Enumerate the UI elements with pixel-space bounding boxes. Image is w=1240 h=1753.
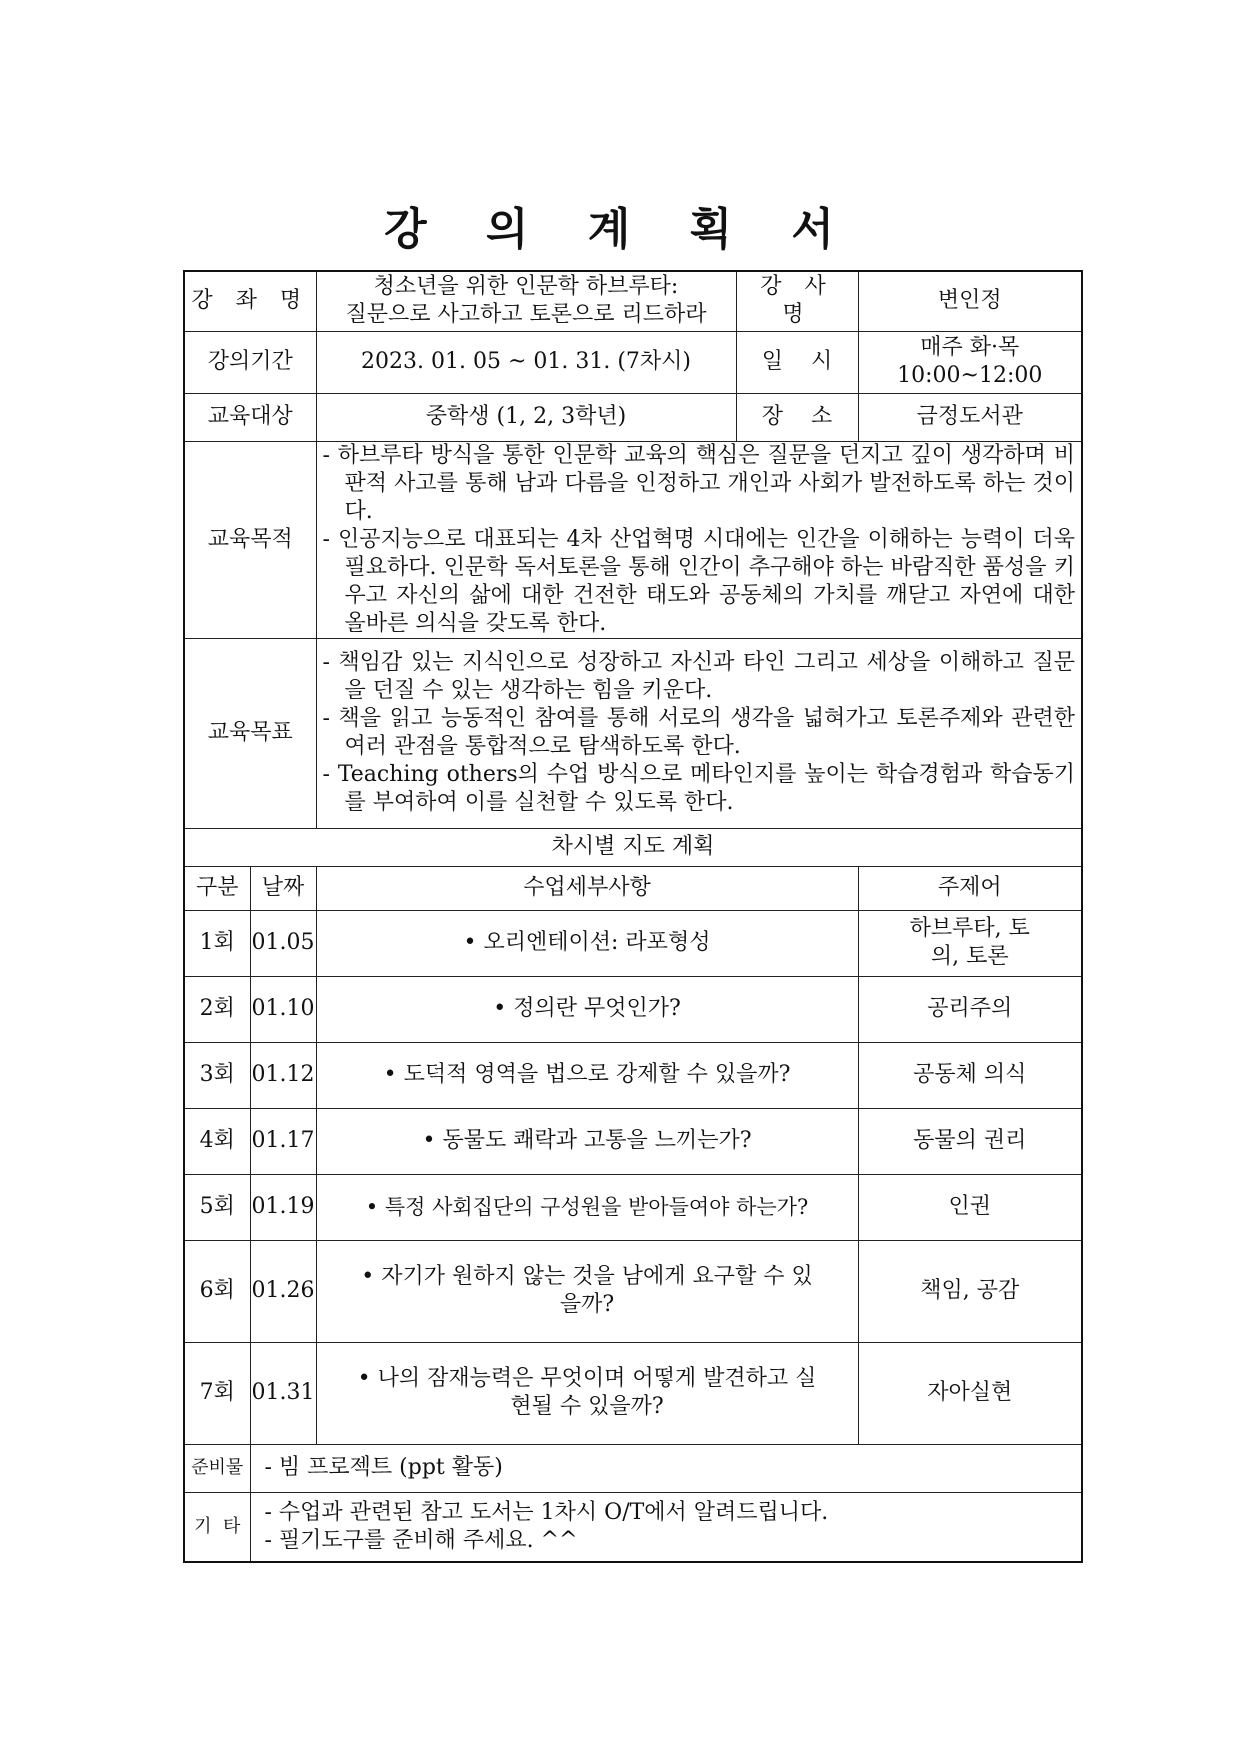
session-keyword: 책임, 공감 <box>858 1240 1082 1342</box>
session-no: 3회 <box>184 1042 250 1108</box>
col-header-keyword: 주제어 <box>858 866 1082 910</box>
session-row <box>184 1240 1082 1342</box>
etc-line: - 필기도구를 준비해 주세요. ^^ <box>264 1527 578 1553</box>
sessions-header-row <box>184 866 1082 910</box>
target-value: 중학생 (1, 2, 3학년) <box>316 393 736 441</box>
session-row <box>184 1042 1082 1108</box>
purpose-label: 교육목적 <box>184 441 316 638</box>
session-detail: • 자기가 원하지 않는 것을 남에게 요구할 수 있을까? <box>316 1240 858 1342</box>
session-detail: • 정의란 무엇인가? <box>316 976 858 1042</box>
session-no: 6회 <box>184 1240 250 1342</box>
session-date: 01.12 <box>250 1042 316 1108</box>
session-keyword: 자아실현 <box>858 1342 1082 1444</box>
goals-row <box>184 638 1082 828</box>
lecture-plan-table <box>183 270 1083 1563</box>
session-row <box>184 910 1082 976</box>
purpose-row <box>184 441 1082 638</box>
col-header-date: 날짜 <box>250 866 316 910</box>
course-name <box>316 271 736 331</box>
etc-value <box>250 1492 1082 1562</box>
session-date: 01.26 <box>250 1240 316 1342</box>
materials-value: - 빔 프로젝트 (ppt 활동) <box>250 1444 1082 1492</box>
session-keyword: 인권 <box>858 1174 1082 1240</box>
place-label: 장 소 <box>736 393 858 441</box>
session-keyword: 하브루타, 토의, 토론 <box>858 910 1082 976</box>
session-keyword: 공리주의 <box>858 976 1082 1042</box>
course-row <box>184 271 1082 331</box>
period-row <box>184 331 1082 393</box>
goal-item: - Teaching others의 수업 방식으로 메타인지를 높이는 학습경험과 학습동기를 부여하여 이를 실천할 수 있도록 한다. <box>322 762 1075 815</box>
schedule-time: 10:00~12:00 <box>897 363 1043 388</box>
materials-row <box>184 1444 1082 1492</box>
session-detail: • 동물도 쾌락과 고통을 느끼는가? <box>316 1108 858 1174</box>
session-detail: • 오리엔테이션: 라포형성 <box>316 910 858 976</box>
schedule-days: 매주 화·목 <box>920 335 1020 360</box>
schedule-value <box>858 331 1082 393</box>
session-row <box>184 1108 1082 1174</box>
session-keyword: 공동체 의식 <box>858 1042 1082 1108</box>
session-row <box>184 1342 1082 1444</box>
session-date: 01.05 <box>250 910 316 976</box>
session-date: 01.19 <box>250 1174 316 1240</box>
goals-list <box>316 638 1082 828</box>
course-label: 강 좌 명 <box>184 271 316 331</box>
place-value: 금정도서관 <box>858 393 1082 441</box>
purpose-item: - 하브루타 방식을 통한 인문학 교육의 핵심은 질문을 던지고 깊이 생각하며 비판적 사고를 통해 남과 다름을 인정하고 개인과 사회가 발전하도록 하는 것이다. <box>322 442 1075 524</box>
session-no: 4회 <box>184 1108 250 1174</box>
session-detail: • 도덕적 영역을 법으로 강제할 수 있을까? <box>316 1042 858 1108</box>
sessions-heading: 차시별 지도 계획 <box>184 828 1082 866</box>
session-keyword: 동물의 권리 <box>858 1108 1082 1174</box>
sessions-heading-row <box>184 828 1082 866</box>
goal-item: - 책임감 있는 지식인으로 성장하고 자신과 타인 그리고 세상을 이해하고 질문을 던질 수 있는 생각하는 힘을 키운다. <box>322 650 1075 703</box>
purpose-item: - 인공지능으로 대표되는 4차 산업혁명 시대에는 인간을 이해하는 능력이 더욱 필요하다. 인문학 독서토론을 통해 인간이 추구해야 하는 바람직한 품성을 키우고 자신의 삶에 대한 건전한 태도와 공동체의 가치를 깨닫고 자연에 대한 올바른 의식을 갖도록 한다. <box>322 526 1075 636</box>
session-date: 01.17 <box>250 1108 316 1174</box>
etc-label: 기 타 <box>184 1492 250 1562</box>
goal-item: - 책을 읽고 능동적인 참여를 통해 서로의 생각을 넓혀가고 토론주제와 관련한 여러 관점을 통합적으로 탐색하도록 한다. <box>322 706 1075 759</box>
instructor-label: 강 사 명 <box>736 271 858 331</box>
period-value: 2023. 01. 05 ~ 01. 31. (7차시) <box>316 331 736 393</box>
document-title: 강 의 계 획 서 <box>384 204 856 255</box>
etc-line: - 수업과 관련된 참고 도서는 1차시 O/T에서 알려드립니다. <box>264 1499 829 1525</box>
etc-row <box>184 1492 1082 1562</box>
session-row <box>184 1174 1082 1240</box>
session-no: 7회 <box>184 1342 250 1444</box>
session-no: 1회 <box>184 910 250 976</box>
session-no: 5회 <box>184 1174 250 1240</box>
session-detail: • 특정 사회집단의 구성원을 받아들여야 하는가? <box>316 1174 858 1240</box>
target-row <box>184 393 1082 441</box>
period-label: 강의기간 <box>184 331 316 393</box>
purpose-list <box>316 441 1082 638</box>
session-no: 2회 <box>184 976 250 1042</box>
session-detail: • 나의 잠재능력은 무엇이며 어떻게 발견하고 실현될 수 있을까? <box>316 1342 858 1444</box>
course-name-line2: 질문으로 사고하고 토론으로 리드하라 <box>345 302 707 328</box>
materials-label: 준비물 <box>184 1444 250 1492</box>
session-date: 01.31 <box>250 1342 316 1444</box>
schedule-label: 일 시 <box>736 331 858 393</box>
session-row <box>184 976 1082 1042</box>
session-date: 01.10 <box>250 976 316 1042</box>
col-header-no: 구분 <box>184 866 250 910</box>
col-header-detail: 수업세부사항 <box>316 866 858 910</box>
goals-label: 교육목표 <box>184 638 316 828</box>
target-label: 교육대상 <box>184 393 316 441</box>
course-name-line1: 청소년을 위한 인문학 하브루타: <box>373 274 679 300</box>
instructor-name: 변인정 <box>858 271 1082 331</box>
